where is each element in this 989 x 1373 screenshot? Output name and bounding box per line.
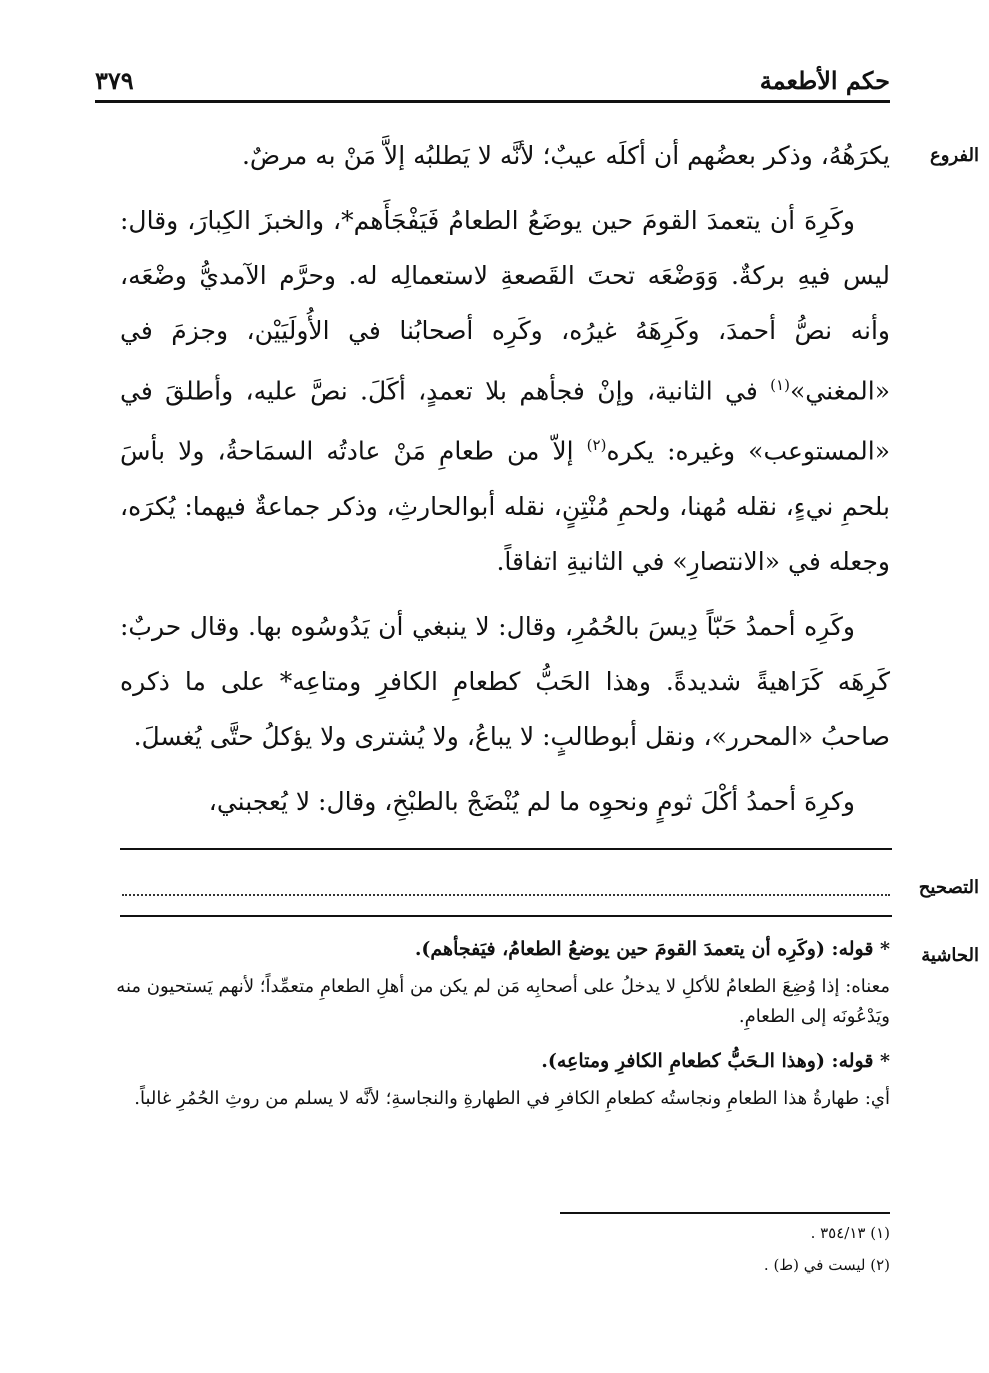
label-hashiya: الحاشية	[921, 945, 979, 966]
footnote-rule	[560, 1212, 890, 1214]
hashiya-quote-1: * قوله: (وكَرِه أن يتعمدَ القومَ حين يوضعُ الطعامُ، فيَفجأهم).	[414, 938, 890, 960]
hashiya-text-2: أي: طهارةُ هذا الطعامِ ونجاستُه كطعامِ الكافرِ في الطهارةِ والنجاسةِ؛ لأنَّه لا يسلم من روثِ الحُمُرِ غالباً.	[134, 1088, 890, 1109]
footnote-2: (٢) ليست في (ط) .	[763, 1256, 890, 1274]
running-title: حكم الأطعمة	[759, 66, 890, 95]
paragraph-2-part-a: وكَرِهَ أن يتعمدَ القومَ حين يوضَعُ الطعامُ فَيَفْجَأَهم*، والخبزَ الكِبارَ، وقال: ليس فيهِ بركةٌ. وَوَضْعَه تحتَ القَصعةِ لاستعمالِه له. وحرَّم الآمديُّ وضْعَه، وأنه نصُّ أحمدَ، وكَرِهَهُ غيرُه، وكَرِه أصحابُنا في الأُولَيَيْن، وجزمَ في «المغني»	[120, 206, 890, 406]
footnotes	[560, 1224, 890, 1288]
tashih-dotted-line	[122, 874, 890, 896]
tashih-top-rule	[120, 848, 892, 850]
tashih-bottom-rule	[120, 915, 892, 917]
hashiya-section	[90, 938, 890, 1132]
page-number: ٣٧٩	[95, 66, 134, 95]
page-header	[95, 66, 890, 96]
paragraph-2-part-b: في الثانية، وإنْ فجأهم بلا تعمدٍ، أكَلَ. نصَّ عليه، وأطلقَ في «المستوعب» وغيره: يكره	[120, 376, 890, 466]
header-rule	[95, 100, 890, 103]
paragraph-4: وكرِهَ أحمدُ أكْلَ ثومٍ ونحوِه ما لم يُنْضَجْ بالطبْخِ، وقال: لا يُعجبني،	[208, 786, 855, 816]
main-text	[120, 128, 890, 839]
footnote-mark-2: (٢)	[586, 436, 607, 455]
footnote-mark-1: (١)	[770, 376, 790, 394]
footnote-1: (١) ٣٥٤/١٣ .	[810, 1224, 890, 1242]
hashiya-text-1: معناه: إذا وُضِعَ الطعامُ للأكلِ لا يدخلُ على أصحابِه مَن لم يكن من أهلِ الطعامِ متعمِّداً؛ لأنهم يَستحيون منه ويَدْعُونَه إلى الطعامِ.	[116, 976, 890, 1027]
label-tashih: التصحيح	[918, 877, 979, 898]
paragraph-2-part-c: إلاّ من طعامِ مَنْ عادتُه السمَاحةُ، ولا بأسَ بلحمِ نيءٍ، نقله مُهنا، ولحمِ مُنْتِنٍ، نقله أبوالحارثِ، وذكر جماعةٌ فيهما: يُكرَه، وجعله في «الانتصارِ» في الثانيةِ اتفاقاً.	[120, 436, 890, 576]
paragraph-1: يكرَهُهُ، وذكر بعضُهم أن أكلَه عيبٌ؛ لأنَّه لا يَطلبُه إلاَّ مَنْ به مرضٌ.	[241, 141, 890, 170]
paragraph-3: وكَرِه أحمدُ حَبّاً دِيسَ بالحُمُرِ، وقال: لا ينبغي أن يَدُوسُوه بها. وقال حربٌ: كَرِهَه كَرَاهيةً شديدةً. وهذا الحَبُّ كطعامِ الكافرِ ومتاعِه* على ما ذكره صاحبُ «المحرر»، ونقل أبوطالبٍ: لا يباعُ، ولا يُشترى ولا يؤكلُ حتَّى يُغسلَ.	[120, 611, 890, 751]
hashiya-quote-2: * قوله: (وهذا الـحَبُّ كطعامِ الكافرِ ومتاعِه).	[541, 1050, 890, 1072]
paragraph-2	[120, 193, 890, 589]
label-furu: الفروع	[930, 145, 979, 166]
